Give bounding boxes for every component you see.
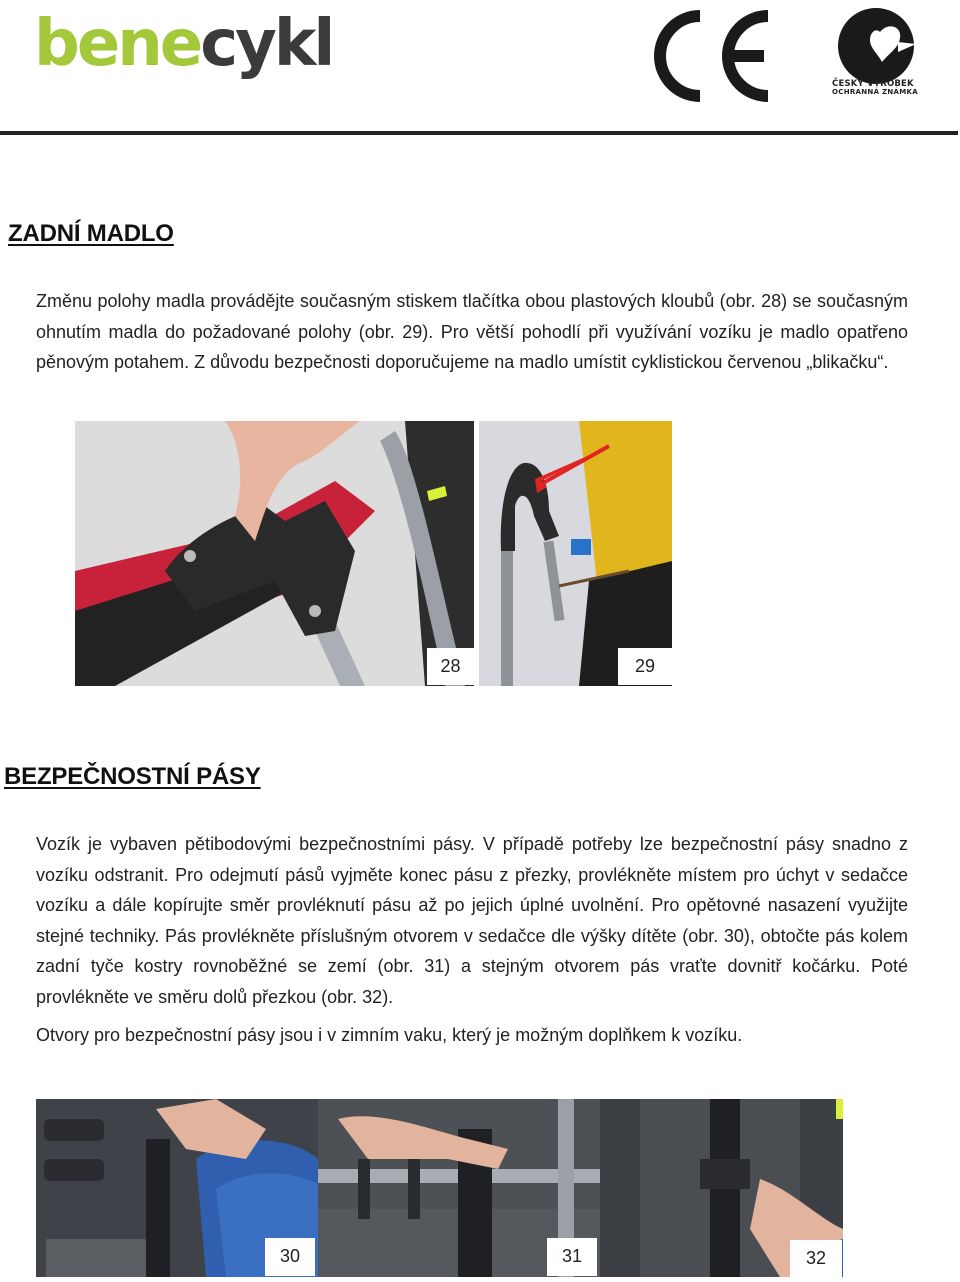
figure-30-label: 30: [265, 1238, 315, 1276]
logo-part-cykl: cykl: [200, 7, 333, 81]
belts-note: Otvory pro bezpečnostní pásy jsou i v zimním vaku, který je možným doplňkem k vozíku.: [36, 1025, 743, 1045]
belts-paragraph: Vozík je vybaven pětibodovými bezpečnostními pásy. V případě potřeby lze bezpečnostní pásy snadno z vozíku odstranit. Pro odejmutí pásů vyjměte konec pásu z přezky, provlékněte místem pro úchyt v sedačce vozíku a dále kopírujte směr provléknutí pásu až po jejich úplné uvolnění. Pro opětovné nasazení využijte stejné techniky. Pás provlékněte příslušným otvorem v sedačce dle výšky dítěte (obr. 30), obtočte pás kolem zadní tyče kostry rovnoběžné se zemí (obr. 31) a stejným otvorem pás vraťte dovnitř kočárku. Poté provlékněte ve směru dolů přezkou (obr. 32).: [36, 834, 908, 1007]
handle-paragraph: Změnu polohy madla provádějte současným stiskem tlačítka obou plastových kloubů (obr. 28) se současným ohnutím madla do požadované polohy (obr. 29). Pro větší pohodlí při využívání vozíku je madlo opatřeno pěnovým potahem. Z důvodu bezpečnosti doporučujeme na madlo umístit cyklistickou červenou „blikačku“.: [36, 291, 908, 373]
logo-part-bene: bene: [34, 7, 201, 81]
figure-32-label: 32: [790, 1240, 842, 1277]
czech-mark-line1: ČESKÝ VÝROBEK: [832, 79, 914, 89]
czech-product-mark-text: [832, 80, 922, 96]
benecykl-logo: [34, 7, 333, 81]
figure-29-label: 29: [618, 648, 672, 685]
figure-29-photo: [479, 421, 672, 686]
section-title-belts: BEZPEČNOSTNÍ PÁSY: [4, 763, 261, 790]
figure-28-label: 28: [427, 648, 474, 685]
czech-mark-line2: OCHRANNÁ ZNÁMKA: [832, 87, 918, 96]
header-divider: [0, 131, 958, 135]
section-title-handle: ZADNÍ MADLO: [8, 220, 174, 247]
figure-31-label: 31: [547, 1238, 597, 1276]
figure-28-photo: [75, 421, 474, 686]
ce-mark-icon: [650, 10, 774, 102]
page-header: [0, 0, 960, 136]
czech-product-mark-icon: [836, 4, 920, 88]
